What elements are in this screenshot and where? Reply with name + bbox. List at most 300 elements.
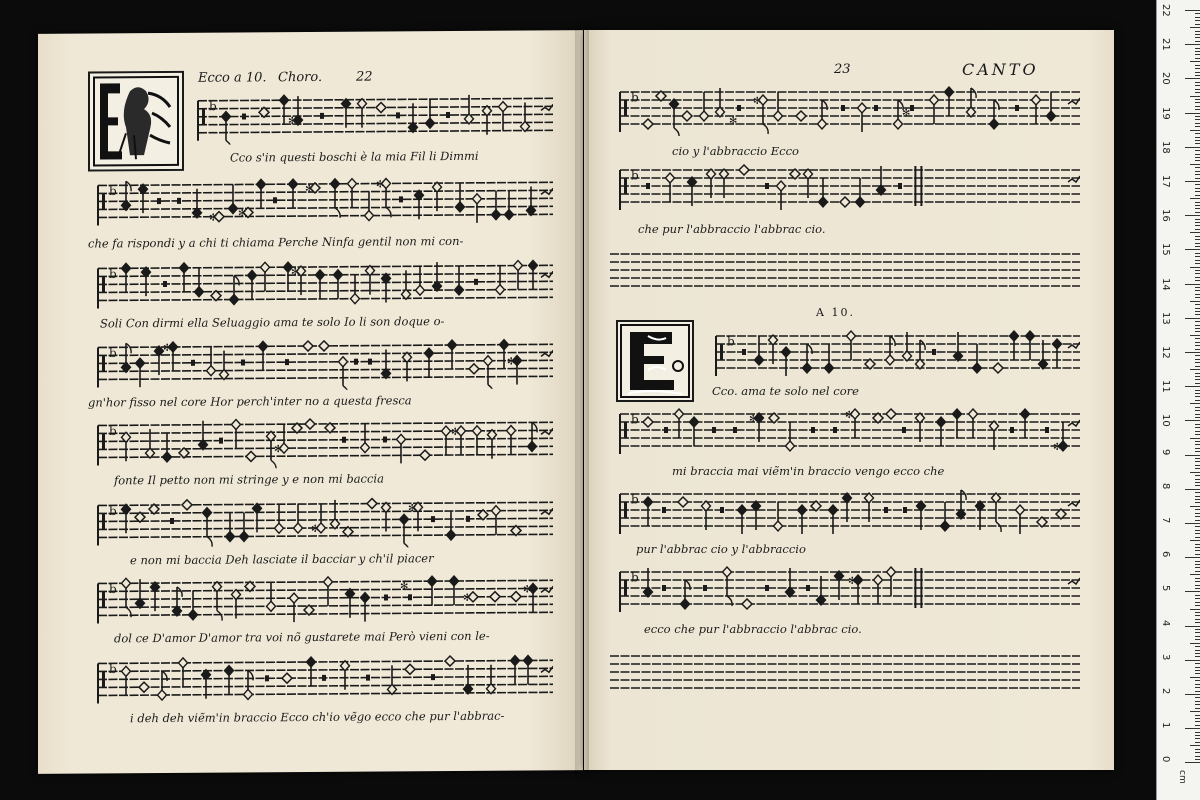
- ruler-minor-tick: [1190, 711, 1200, 712]
- ruler-label: 5: [1160, 585, 1171, 592]
- svg-text:✻: ✻: [311, 523, 320, 535]
- ruler-label: 9: [1160, 448, 1171, 455]
- svg-text:b: b: [631, 412, 639, 427]
- svg-text:✻: ✻: [274, 444, 283, 456]
- ruler-minor-tick: [1195, 605, 1200, 606]
- ruler-minor-tick: [1195, 475, 1200, 476]
- ruler-minor-tick: [1195, 509, 1200, 510]
- ruler-minor-tick: [1190, 198, 1200, 199]
- ruler-minor-tick: [1195, 359, 1200, 360]
- lyric-line-8: i deh deh viẽm'in braccio Ecco ch'io vẽgo ecco che pur l'abbrac-: [130, 708, 505, 726]
- ruler-minor-tick: [1195, 458, 1200, 459]
- ruler-minor-tick: [1195, 448, 1200, 449]
- ruler-minor-tick: [1195, 89, 1200, 90]
- ruler-minor-tick: [1195, 342, 1200, 343]
- ruler-minor-tick: [1195, 13, 1200, 14]
- blank-staff-r8: [610, 644, 1080, 700]
- ruler-major-tick: [1185, 284, 1200, 285]
- ruler-minor-tick: [1190, 472, 1200, 473]
- svg-text:b: b: [631, 90, 639, 105]
- ruler-minor-tick: [1195, 721, 1200, 722]
- svg-text:✻: ✻: [288, 116, 297, 128]
- ruler-minor-tick: [1190, 745, 1200, 746]
- ruler-label: 6: [1160, 551, 1171, 558]
- ruler-minor-tick: [1195, 167, 1200, 168]
- ruler-minor-tick: [1195, 396, 1200, 397]
- ruler-label: 21: [1160, 38, 1171, 51]
- ruler-minor-tick: [1195, 718, 1200, 719]
- ruler-minor-tick: [1195, 126, 1200, 127]
- ruler-minor-tick: [1195, 465, 1200, 466]
- ruler-major-tick: [1185, 10, 1200, 11]
- ruler-minor-tick: [1195, 636, 1200, 637]
- lyric-line-r1: cio y l'abbraccio Ecco: [672, 144, 799, 158]
- ruler-minor-tick: [1195, 205, 1200, 206]
- ruler-minor-tick: [1195, 191, 1200, 192]
- ruler-minor-tick: [1195, 537, 1200, 538]
- ruler-label: 0: [1160, 756, 1171, 763]
- ruler-minor-tick: [1195, 407, 1200, 408]
- ruler-minor-tick: [1195, 708, 1200, 709]
- ruler-minor-tick: [1195, 571, 1200, 572]
- svg-text:b: b: [109, 581, 117, 597]
- ruler-minor-tick: [1195, 239, 1200, 240]
- ruler-label: 13: [1160, 311, 1171, 325]
- svg-text:✻: ✻: [1053, 442, 1062, 453]
- ruler-major-tick: [1185, 386, 1200, 387]
- ruler-minor-tick: [1190, 267, 1200, 268]
- ruler-minor-tick: [1195, 150, 1200, 151]
- ruler-minor-tick: [1195, 622, 1200, 623]
- ruler-minor-tick: [1190, 574, 1200, 575]
- lyric-line-1: Cco s'in questi boschi è la mia Fil li Dimmi: [230, 148, 479, 165]
- svg-text:✻: ✻: [848, 576, 857, 587]
- ruler-minor-tick: [1195, 106, 1200, 107]
- ruler-label: 19: [1160, 106, 1171, 120]
- ruler-minor-tick: [1195, 208, 1200, 209]
- ruler-minor-tick: [1195, 547, 1200, 548]
- ruler-minor-tick: [1195, 366, 1200, 367]
- page-header-title: Ecco a 10.: [198, 70, 267, 86]
- ruler-minor-tick: [1195, 383, 1200, 384]
- ruler-label: 20: [1160, 72, 1171, 86]
- ruler-minor-tick: [1190, 61, 1200, 62]
- ruler-minor-tick: [1195, 99, 1200, 100]
- ruler-major-tick: [1185, 660, 1200, 661]
- ruler-minor-tick: [1195, 92, 1200, 93]
- ruler-minor-tick: [1195, 349, 1200, 350]
- ruler-minor-tick: [1195, 109, 1200, 110]
- ruler-minor-tick: [1195, 222, 1200, 223]
- ruler-minor-tick: [1195, 735, 1200, 736]
- page-header-section: Choro.: [278, 69, 323, 86]
- ruler-label: 1: [1160, 722, 1171, 729]
- voice-part-heading: CANTO: [962, 60, 1039, 79]
- ruler-major-tick: [1185, 249, 1200, 250]
- ruler-label: 12: [1160, 346, 1171, 359]
- ruler-label: 14: [1160, 277, 1171, 291]
- page-number: 22: [356, 69, 373, 85]
- book-spine: [575, 30, 589, 775]
- ruler-major-tick: [1185, 78, 1200, 79]
- ruler-minor-tick: [1195, 485, 1200, 486]
- ruler-minor-tick: [1195, 749, 1200, 750]
- ruler-minor-tick: [1195, 328, 1200, 329]
- ruler-minor-tick: [1195, 178, 1200, 179]
- ruler-minor-tick: [1195, 619, 1200, 620]
- ruler-minor-tick: [1195, 116, 1200, 117]
- ruler-minor-tick: [1195, 530, 1200, 531]
- ruler-minor-tick: [1195, 229, 1200, 230]
- ruler-minor-tick: [1190, 130, 1200, 131]
- initial-e-woodcut-image: [90, 73, 182, 170]
- ruler-minor-tick: [1195, 410, 1200, 411]
- ruler-minor-tick: [1195, 31, 1200, 32]
- ruler-minor-tick: [1195, 567, 1200, 568]
- ruler-minor-tick: [1195, 482, 1200, 483]
- ruler-major-tick: [1185, 147, 1200, 148]
- ruler-minor-tick: [1195, 424, 1200, 425]
- svg-text:✻: ✻: [238, 208, 247, 220]
- ruler-minor-tick: [1195, 85, 1200, 86]
- svg-text:✻: ✻: [209, 212, 218, 224]
- ruler-minor-tick: [1190, 643, 1200, 644]
- ruler-minor-tick: [1195, 325, 1200, 326]
- ruler-minor-tick: [1195, 400, 1200, 401]
- music-staff-7: [88, 568, 553, 627]
- ruler-minor-tick: [1195, 691, 1200, 692]
- ruler-minor-tick: [1195, 725, 1200, 726]
- ruler-minor-tick: [1195, 612, 1200, 613]
- svg-text:b: b: [631, 168, 639, 183]
- ruler-minor-tick: [1195, 140, 1200, 141]
- ruler-minor-tick: [1195, 646, 1200, 647]
- ruler-minor-tick: [1195, 355, 1200, 356]
- ruler-major-tick: [1185, 557, 1200, 558]
- ruler-minor-tick: [1195, 670, 1200, 671]
- ruler-minor-tick: [1195, 629, 1200, 630]
- ruler-minor-tick: [1195, 578, 1200, 579]
- ruler-label: 15: [1160, 243, 1171, 257]
- ruler-minor-tick: [1195, 738, 1200, 739]
- ruler-minor-tick: [1195, 752, 1200, 753]
- ruler-major-tick: [1185, 318, 1200, 319]
- ruler-minor-tick: [1195, 585, 1200, 586]
- ruler-major-tick: [1185, 591, 1200, 592]
- ruler-minor-tick: [1195, 311, 1200, 312]
- svg-text:✻: ✻: [163, 342, 172, 355]
- ruler-minor-tick: [1195, 468, 1200, 469]
- ruler-minor-tick: [1195, 526, 1200, 527]
- ruler-minor-tick: [1195, 260, 1200, 261]
- initial-e-ornament-image: [618, 322, 692, 400]
- music-staff-r5: [610, 402, 1080, 458]
- ruler-minor-tick: [1195, 451, 1200, 452]
- ruler-minor-tick: [1195, 513, 1200, 514]
- ruler-major-tick: [1185, 523, 1200, 524]
- ruler-minor-tick: [1195, 20, 1200, 21]
- svg-text:b: b: [209, 99, 217, 114]
- lyric-line-5: fonte Il petto non mi stringe y e non mi baccia: [114, 471, 384, 488]
- ruler-minor-tick: [1195, 502, 1200, 503]
- ruler-minor-tick: [1195, 72, 1200, 73]
- ruler-minor-tick: [1195, 236, 1200, 237]
- ruler-minor-tick: [1195, 304, 1200, 305]
- ruler-major-tick: [1185, 113, 1200, 114]
- lyric-line-r2: che pur l'abbraccio l'abbrac cio.: [638, 222, 826, 236]
- svg-text:✻: ✻: [376, 179, 385, 191]
- ruler-minor-tick: [1195, 673, 1200, 674]
- ruler-minor-tick: [1195, 24, 1200, 25]
- ruler-minor-tick: [1195, 212, 1200, 213]
- ruler-minor-tick: [1190, 677, 1200, 678]
- ruler-minor-tick: [1195, 314, 1200, 315]
- lyric-line-r7: ecco che pur l'abbraccio l'abbrac cio.: [644, 622, 862, 636]
- ruler-minor-tick: [1195, 184, 1200, 185]
- ruler-minor-tick: [1190, 506, 1200, 507]
- music-staff-6: [88, 490, 553, 549]
- ruler-minor-tick: [1195, 37, 1200, 38]
- ruler-major-tick: [1185, 489, 1200, 490]
- ruler-minor-tick: [1195, 331, 1200, 332]
- ruler-label: 7: [1160, 517, 1171, 524]
- ruler-minor-tick: [1195, 496, 1200, 497]
- measurement-ruler: [1156, 0, 1200, 800]
- ruler-minor-tick: [1195, 520, 1200, 521]
- ruler-minor-tick: [1195, 225, 1200, 226]
- ruler-minor-tick: [1195, 54, 1200, 55]
- woodcut-initial-right: [616, 320, 694, 402]
- ruler-minor-tick: [1195, 263, 1200, 264]
- ruler-minor-tick: [1195, 417, 1200, 418]
- ruler-minor-tick: [1195, 414, 1200, 415]
- svg-text:✻: ✻: [902, 108, 911, 119]
- ruler-minor-tick: [1190, 335, 1200, 336]
- svg-text:b: b: [631, 492, 639, 507]
- ruler-minor-tick: [1195, 65, 1200, 66]
- ruler-minor-tick: [1195, 123, 1200, 124]
- ruler-minor-tick: [1190, 540, 1200, 541]
- ruler-major-tick: [1185, 626, 1200, 627]
- ruler-minor-tick: [1195, 434, 1200, 435]
- ruler-minor-tick: [1195, 479, 1200, 480]
- ruler-major-tick: [1185, 728, 1200, 729]
- svg-text:b: b: [631, 570, 639, 585]
- ruler-label: 22: [1160, 4, 1171, 17]
- ruler-minor-tick: [1195, 680, 1200, 681]
- ruler-minor-tick: [1195, 373, 1200, 374]
- ruler-minor-tick: [1195, 656, 1200, 657]
- ruler-minor-tick: [1195, 544, 1200, 545]
- ruler-minor-tick: [1195, 290, 1200, 291]
- ruler-minor-tick: [1190, 403, 1200, 404]
- blank-staff-r3: [610, 242, 1080, 298]
- ruler-minor-tick: [1195, 277, 1200, 278]
- ruler-minor-tick: [1195, 345, 1200, 346]
- music-staff-5: [88, 410, 553, 469]
- ruler-minor-tick: [1195, 188, 1200, 189]
- ruler-minor-tick: [1195, 48, 1200, 49]
- ruler-label: 2: [1160, 688, 1171, 695]
- ruler-minor-tick: [1195, 561, 1200, 562]
- left-page: [38, 30, 583, 774]
- ruler-minor-tick: [1195, 17, 1200, 18]
- ruler-minor-tick: [1195, 742, 1200, 743]
- music-staff-8: [88, 648, 553, 707]
- ruler-minor-tick: [1195, 663, 1200, 664]
- ruler-minor-tick: [1195, 615, 1200, 616]
- svg-text:b: b: [109, 266, 117, 282]
- page-number: 23: [834, 62, 851, 77]
- ruler-minor-tick: [1195, 684, 1200, 685]
- section-heading: A 10.: [816, 306, 855, 319]
- svg-text:✻: ✻: [305, 183, 314, 196]
- ruler-major-tick: [1185, 455, 1200, 456]
- ruler-minor-tick: [1195, 280, 1200, 281]
- ruler-minor-tick: [1190, 96, 1200, 97]
- ruler-minor-tick: [1195, 759, 1200, 760]
- svg-text:✻: ✻: [729, 116, 738, 127]
- ruler-unit-label: cm: [1177, 770, 1187, 784]
- ruler-minor-tick: [1195, 34, 1200, 35]
- ruler-minor-tick: [1195, 427, 1200, 428]
- svg-text:✻: ✻: [400, 581, 409, 593]
- ruler-minor-tick: [1195, 632, 1200, 633]
- lyric-line-4: gn'hor fisso nel core Hor perch'inter no a questa fresca: [88, 393, 412, 410]
- ruler-minor-tick: [1195, 294, 1200, 295]
- ruler-minor-tick: [1195, 554, 1200, 555]
- ruler-minor-tick: [1195, 550, 1200, 551]
- ruler-label: 11: [1160, 380, 1171, 393]
- ruler-minor-tick: [1195, 58, 1200, 59]
- svg-text:b: b: [109, 423, 117, 439]
- ruler-minor-tick: [1195, 246, 1200, 247]
- lyric-line-r5: mi braccia mai viẽm'in braccio vengo ecco che: [672, 464, 945, 478]
- ruler-minor-tick: [1195, 256, 1200, 257]
- svg-text:b: b: [109, 345, 117, 361]
- svg-text:b: b: [109, 661, 117, 677]
- ruler-minor-tick: [1195, 441, 1200, 442]
- ruler-minor-tick: [1195, 143, 1200, 144]
- ruler-minor-tick: [1195, 444, 1200, 445]
- ruler-minor-tick: [1195, 297, 1200, 298]
- ruler-minor-tick: [1195, 667, 1200, 668]
- ruler-label: 10: [1160, 414, 1171, 428]
- ruler-minor-tick: [1195, 376, 1200, 377]
- ruler-minor-tick: [1190, 164, 1200, 165]
- ruler-minor-tick: [1195, 202, 1200, 203]
- ruler-label: 18: [1160, 140, 1171, 154]
- ruler-minor-tick: [1195, 51, 1200, 52]
- ruler-minor-tick: [1195, 75, 1200, 76]
- ruler-minor-tick: [1195, 602, 1200, 603]
- ruler-minor-tick: [1195, 82, 1200, 83]
- svg-text:✻: ✻: [408, 503, 417, 515]
- ruler-minor-tick: [1195, 137, 1200, 138]
- ruler-minor-tick: [1195, 379, 1200, 380]
- ruler-minor-tick: [1195, 68, 1200, 69]
- svg-text:✻: ✻: [451, 426, 460, 439]
- ruler-minor-tick: [1190, 301, 1200, 302]
- ruler-minor-tick: [1195, 253, 1200, 254]
- ruler-minor-tick: [1195, 338, 1200, 339]
- ruler-minor-tick: [1195, 160, 1200, 161]
- svg-text:✻: ✻: [523, 584, 532, 596]
- ruler-minor-tick: [1195, 715, 1200, 716]
- svg-text:b: b: [109, 503, 117, 519]
- music-staff-r2: [610, 158, 1080, 214]
- ruler-label: 4: [1160, 619, 1171, 626]
- ruler-minor-tick: [1195, 516, 1200, 517]
- ruler-minor-tick: [1195, 499, 1200, 500]
- svg-text:✻: ✻: [463, 592, 472, 604]
- ruler-minor-tick: [1190, 369, 1200, 370]
- ruler-minor-tick: [1195, 639, 1200, 640]
- svg-text:✻: ✻: [749, 414, 758, 425]
- ruler-minor-tick: [1195, 102, 1200, 103]
- ruler-minor-tick: [1195, 287, 1200, 288]
- ruler-minor-tick: [1195, 219, 1200, 220]
- ruler-minor-tick: [1195, 533, 1200, 534]
- ruler-minor-tick: [1195, 321, 1200, 322]
- ruler-major-tick: [1185, 694, 1200, 695]
- ruler-minor-tick: [1195, 270, 1200, 271]
- ruler-minor-tick: [1190, 438, 1200, 439]
- ruler-minor-tick: [1195, 756, 1200, 757]
- ruler-minor-tick: [1195, 243, 1200, 244]
- ruler-minor-tick: [1195, 598, 1200, 599]
- ruler-minor-tick: [1195, 595, 1200, 596]
- music-staff-r1: [610, 80, 1080, 136]
- ruler-minor-tick: [1195, 581, 1200, 582]
- ruler-minor-tick: [1195, 704, 1200, 705]
- lyric-line-r6: pur l'abbrac cio y l'abbraccio: [636, 542, 806, 556]
- ruler-minor-tick: [1195, 588, 1200, 589]
- ruler-minor-tick: [1190, 609, 1200, 610]
- ruler-minor-tick: [1195, 564, 1200, 565]
- lyric-line-7: dol ce D'amor D'amor tra voi nõ gustarete mai Però vieni con le-: [114, 628, 490, 646]
- ruler-minor-tick: [1195, 687, 1200, 688]
- ruler-minor-tick: [1195, 154, 1200, 155]
- svg-text:✻: ✻: [845, 410, 854, 421]
- ruler-minor-tick: [1195, 492, 1200, 493]
- right-page: [584, 30, 1114, 770]
- ruler-minor-tick: [1195, 41, 1200, 42]
- svg-text:✻: ✻: [753, 96, 762, 107]
- music-staff-3: [88, 253, 553, 312]
- ruler-major-tick: [1185, 215, 1200, 216]
- ruler-major-tick: [1185, 762, 1200, 763]
- music-staff-r6: [610, 482, 1080, 538]
- ruler-minor-tick: [1195, 461, 1200, 462]
- svg-text:✻: ✻: [291, 267, 300, 279]
- ruler-minor-tick: [1195, 157, 1200, 158]
- ruler-minor-tick: [1195, 650, 1200, 651]
- svg-text:b: b: [109, 183, 117, 199]
- ruler-label: 8: [1160, 482, 1171, 490]
- ruler-minor-tick: [1195, 390, 1200, 391]
- ruler-minor-tick: [1195, 697, 1200, 698]
- ruler-major-tick: [1185, 420, 1200, 421]
- ruler-major-tick: [1185, 44, 1200, 45]
- ruler-major-tick: [1185, 352, 1200, 353]
- ruler-label: 16: [1160, 209, 1171, 222]
- ruler-minor-tick: [1195, 732, 1200, 733]
- ruler-label: 17: [1160, 175, 1171, 188]
- ruler-minor-tick: [1195, 133, 1200, 134]
- music-staff-4: [88, 332, 553, 391]
- lyric-line-3: Soli Con dirmi ella Seluaggio ama te solo Io li son doque o-: [100, 314, 445, 331]
